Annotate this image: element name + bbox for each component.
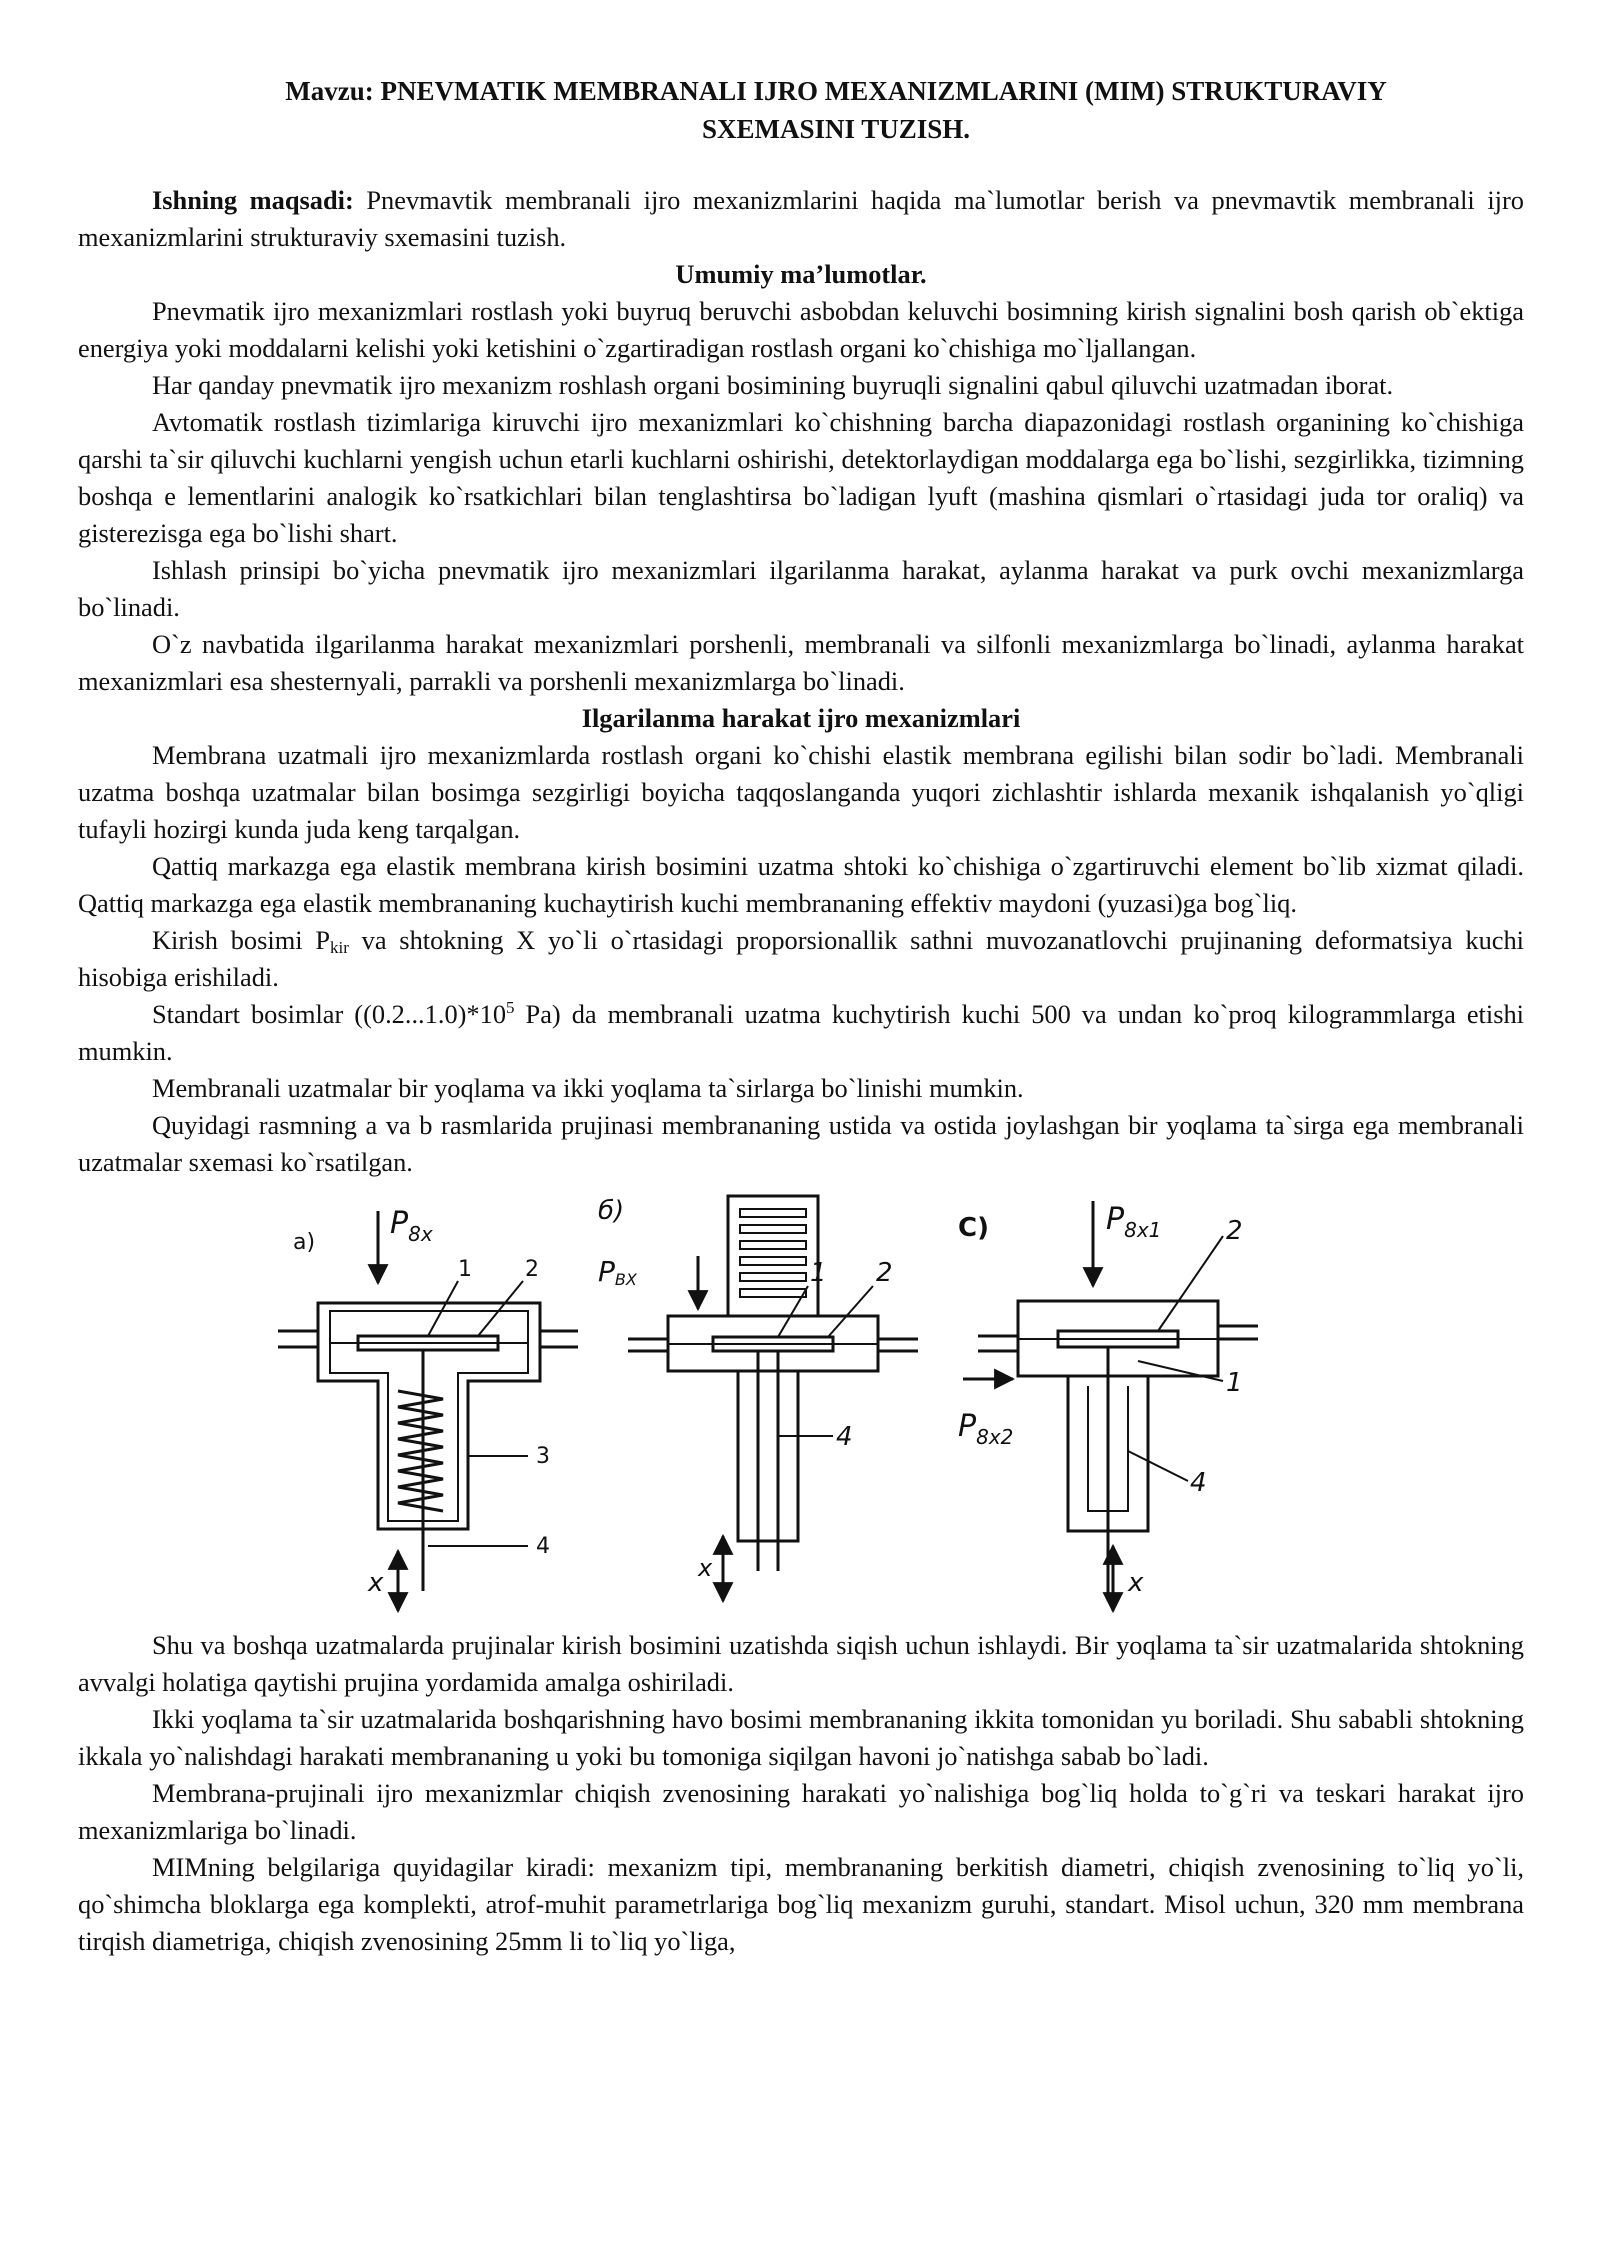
section-heading-general: Umumiy ma’lumotlar.	[675, 259, 927, 289]
paragraph: Avtomatik rostlash tizimlariga kiruvchi ijro mexanizmlari ko`chishning barcha diapazonidagi rostlash organining ko`chishiga qarshi ta`sir qiluvchi kuchlarni yengish uchun etarli kuchlarni oshirishi, detektorlaydigan moddalarga ega bo`lishi, sezgirlikka, tizimning boshqa e lementlarini analogik ko`rsatkichlari bilan tenglashtirsa bo`ladigan lyuft (mashina qismlari o`rtasidagi juda tor oraliq) va gisterezisga ega bo`lishi shart.	[78, 407, 1524, 548]
callout-3: 3	[536, 1444, 550, 1469]
leader-line	[1138, 1361, 1223, 1381]
callout-2: 2	[525, 1257, 539, 1282]
panel-a-x-label: x	[368, 1568, 384, 1598]
text-run: Pa) da membranali uzatma kuchytirish kuchi 500 va undan ko`proq kilogrammlarga etishi mumkin.	[78, 999, 1524, 1066]
callout-2: 2	[876, 1258, 893, 1288]
superscript: 5	[506, 998, 515, 1017]
panel-b-input-label: PВХ	[598, 1255, 637, 1289]
leader-line	[478, 1281, 523, 1336]
document-page	[78, 72, 1524, 1960]
leader-line	[1158, 1236, 1223, 1331]
callout-4: 4	[536, 1534, 550, 1559]
objective-text: Pnevmavtik membranali ijro mexanizmlarini haqida ma`lumotlar berish va pnevmavtik membranali ijro mexanizmlarini strukturaviy sxemasini tuzish.	[78, 185, 1524, 252]
section-heading-linear: Ilgarilanma harakat ijro mexanizmlari	[581, 703, 1021, 733]
spring-coil	[740, 1209, 806, 1217]
panel-b-x-label: x	[698, 1554, 713, 1582]
callout-4: 4	[1190, 1468, 1207, 1498]
callout-1: 1	[458, 1257, 472, 1282]
panel-c-input2-label: $P_{8x2}$	[958, 1409, 1014, 1449]
text-run: Kirish bosimi P	[152, 925, 331, 955]
paragraph: Pnevmatik ijro mexanizmlari rostlash yoki buyruq beruvchi asbobdan keluvchi bosimning kirish signalini bosh qarish ob`ektiga energiya yoki moddalarni kelishi yoki ketishini o`zgartiradigan rostlash organi ko`chishiga mo`ljallangan.	[78, 296, 1524, 363]
paragraph: Shu va boshqa uzatmalarda prujinalar kirish bosimini uzatishda siqish uchun ishlaydi. Bir yoqlama ta`sir uzatmalarida shtokning avvalgi holatiga qaytishi prujina yordamida amalga oshiriladi.	[78, 1630, 1524, 1697]
callout-1: 1	[810, 1258, 827, 1288]
diagram-panel-b	[598, 1196, 918, 1601]
leader-line	[778, 1286, 808, 1337]
callout-4: 4	[836, 1422, 853, 1452]
panel-c-input1-label: $P_{8x1}$	[1106, 1202, 1162, 1242]
title-line-1: Mavzu: PNEVMATIK MEMBRANALI IJRO MEXANIZMLARINI (MIM) STRUKTURAVIY	[285, 76, 1387, 106]
page-title	[78, 72, 1524, 148]
panel-a-tag: a)	[293, 1230, 316, 1255]
text-run: Standart bosimlar ((0.2...1.0)*10	[152, 999, 507, 1029]
paragraph: Ikki yoqlama ta`sir uzatmalarida boshqarishning havo bosimi membrananing ikkita tomonidan yu boriladi. Shu sababli shtokning ikkala yo`nalishdagi harakati membrananing u yoki bu tomoniga siqilgan havoni jo`natishga sabab bo`ladi.	[78, 1704, 1524, 1771]
membrane-actuator-figure	[78, 1191, 1524, 1621]
objective-paragraph	[78, 182, 1524, 256]
lower-neck	[738, 1371, 798, 1541]
title-line-2: SXEMASINI TUZISH.	[701, 114, 971, 144]
spring-coil	[740, 1241, 806, 1249]
actuator-diagrams	[278, 1191, 1478, 1621]
diagram-panel-c	[958, 1201, 1258, 1611]
spring-coil	[740, 1257, 806, 1265]
diagram-panel-a	[278, 1206, 578, 1611]
panel-c-x-label: x	[1128, 1568, 1144, 1598]
objective-label: Ishning maqsadi:	[152, 185, 354, 215]
panel-b-tag: б)	[598, 1196, 625, 1226]
paragraph: Har qanday pnevmatik ijro mexanizm roshlash organi bosimining buyruqli signalini qabul qiluvchi uzatmadan iborat.	[152, 370, 1394, 400]
spring-coil	[740, 1289, 806, 1297]
leader-line	[1128, 1451, 1188, 1481]
spring	[398, 1391, 443, 1511]
leader-line	[428, 1281, 458, 1336]
paragraph-input-pressure	[78, 922, 1524, 996]
paragraph: MIMning belgilariga quyidagilar kiradi: mexanizm tipi, membrananing berkitish diametri, chiqish zvenosining to`liq yo`li, qo`shimcha bloklarga ega komplekti, atrof-muhit parametrlariga bog`liq mexanizm guruhi, standart. Misol uchun, 320 mm membrana tirqish diametriga, chiqish zvenosining 25mm li to`liq yo`liga,	[78, 1852, 1524, 1956]
paragraph: O`z navbatida ilgarilanma harakat mexanizmlari porshenli, membranali va silfonli mexanizmlarga bo`linadi, aylanma harakat mexanizmlari esa shesternyali, parrakli va porshenli mexanizmlarga bo`linadi.	[78, 629, 1524, 696]
spring-coil	[740, 1273, 806, 1281]
paragraph: Membrana-prujinali ijro mexanizmlar chiqish zvenosining harakati yo`nalishiga bog`liq holda to`g`ri va teskari harakat ijro mexanizmlariga bo`linadi.	[78, 1778, 1524, 1845]
panel-a-input-label: $P_{8x}$	[390, 1206, 433, 1246]
paragraph: Quyidagi rasmning a va b rasmlarida prujinasi membrananing ustida va ostida joylashgan bir yoqlama ta`sirga ega membranali uzatmalar sxemasi ko`rsatilgan.	[78, 1110, 1524, 1177]
leader-line	[828, 1286, 873, 1337]
subscript: kir	[330, 938, 349, 957]
text-run: va shtokning X yo`li o`rtasidagi proporsionallik sathni muvozanatlovchi prujinaning deformatsiya kuchi hisobiga erishiladi.	[78, 925, 1525, 992]
paragraph: Membranali uzatmalar bir yoqlama va ikki yoqlama ta`sirlarga bo`linishi mumkin.	[152, 1073, 1024, 1103]
paragraph: Membrana uzatmali ijro mexanizmlarda rostlash organi ko`chishi elastik membrana egilishi bilan sodir bo`ladi. Membranali uzatma boshqa uzatmalar bilan bosimga sezgirligi boyicha taqqoslanganda yuqori zichlashtir ishlarda mexanik ishqalanish yo`qligi tufayli hozirgi kunda juda keng tarqalgan.	[78, 740, 1524, 844]
paragraph-standard-pressure	[78, 996, 1524, 1070]
callout-1: 1	[1226, 1368, 1243, 1398]
callout-2: 2	[1226, 1216, 1243, 1246]
paragraph: Qattiq markazga ega elastik membrana kirish bosimini uzatma shtoki ko`chishiga o`zgartiruvchi element bo`lib xizmat qiladi. Qattiq markazga ega elastik membrananing kuchaytirish kuchi membrananing effektiv maydoni (yuzasi)ga bog`liq.	[78, 851, 1524, 918]
paragraph: Ishlash prinsipi bo`yicha pnevmatik ijro mexanizmlari ilgarilanma harakat, aylanma harakat va purk ovchi mexanizmlarga bo`linadi.	[78, 555, 1524, 622]
panel-c-tag: C)	[958, 1213, 989, 1243]
spring-coil	[740, 1225, 806, 1233]
